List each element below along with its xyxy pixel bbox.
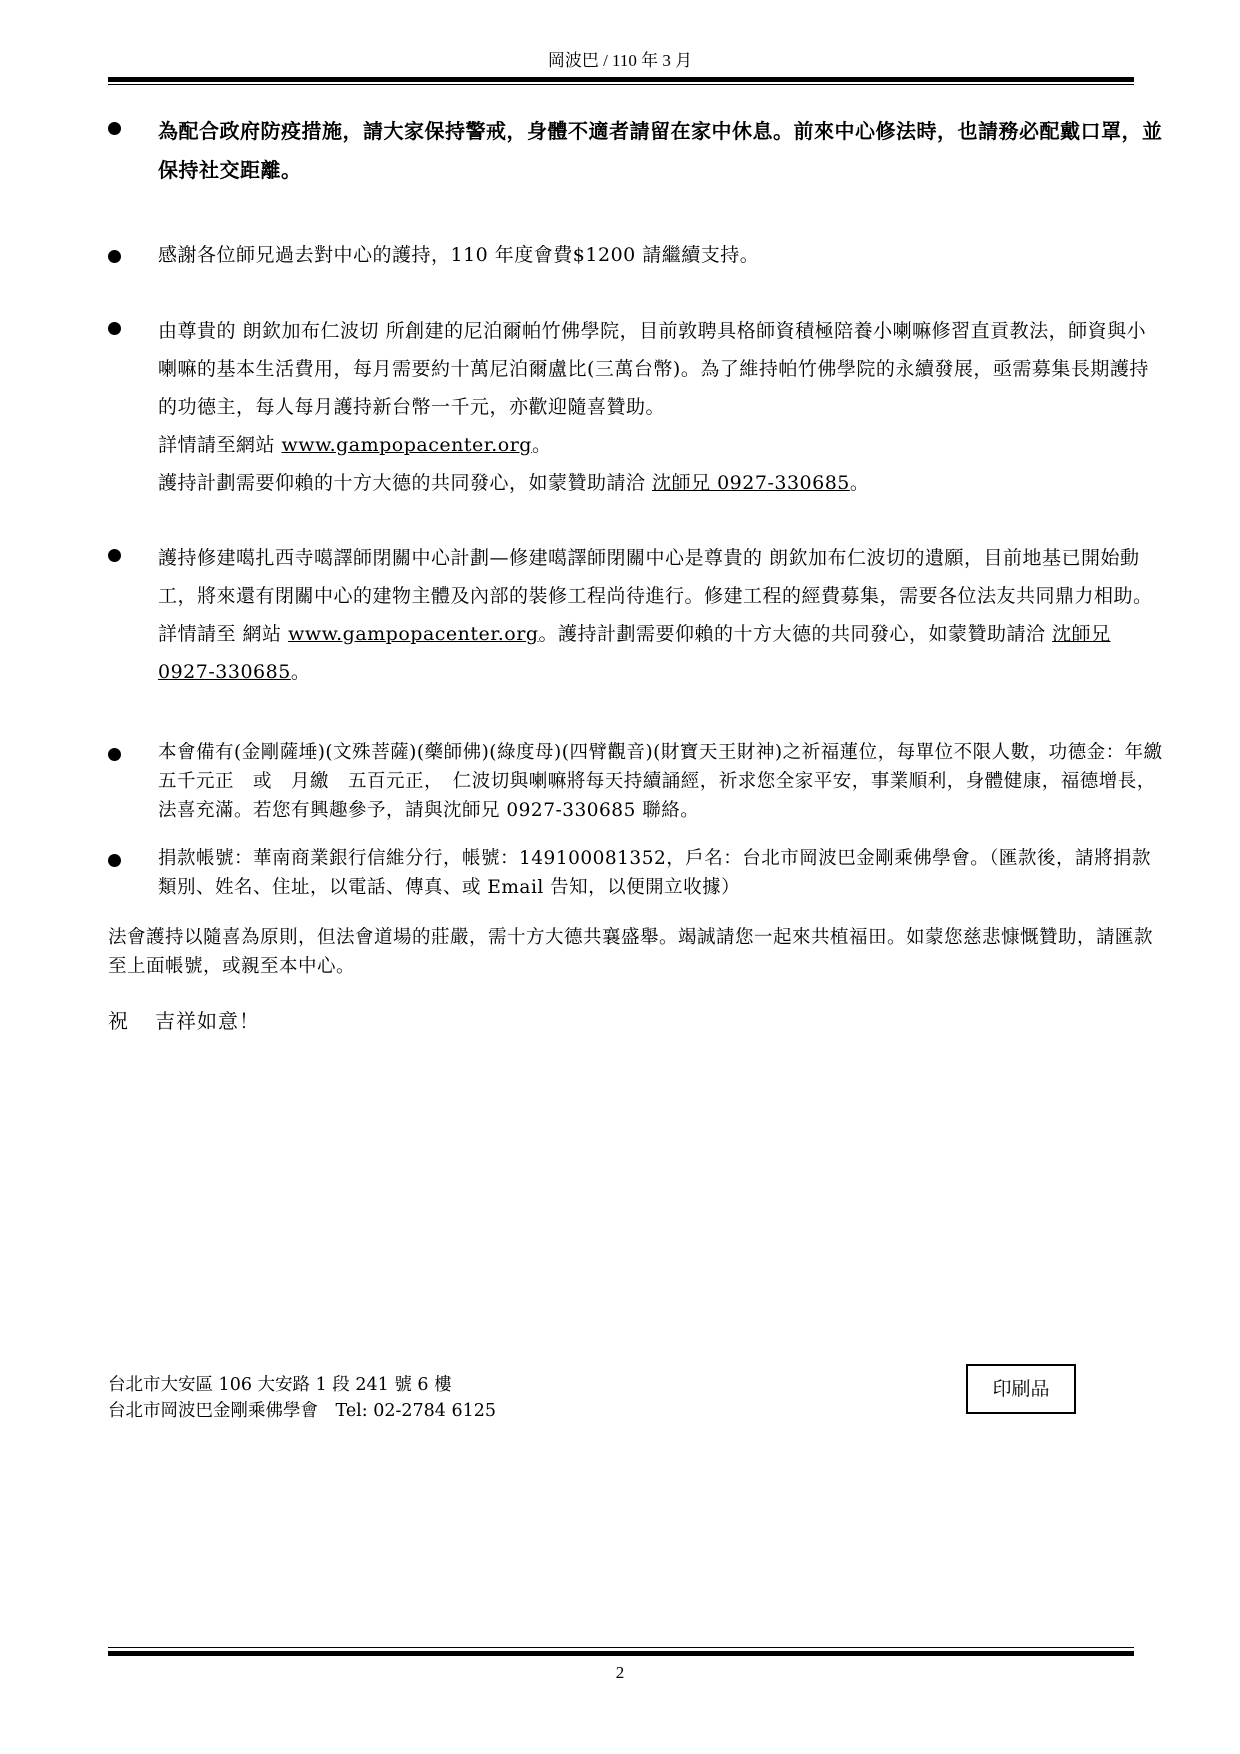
college-website-prefix: 詳情請至網站 bbox=[158, 434, 282, 456]
header-rule-thick bbox=[108, 77, 1134, 82]
retreat-website-link[interactable]: www.gampopacenter.org bbox=[288, 623, 539, 645]
header-rule-thin bbox=[108, 84, 1134, 85]
address-line-2: 台北市岡波巴金剛乘佛學會 Tel: 02-2784 6125 bbox=[108, 1401, 497, 1421]
donation-account-text: 捐款帳號：華南商業銀行信維分行，帳號：149100081352，戶名：台北市岡波巴金剛乘佛學會。（匯款後，請將捐款類別、姓名、住址，以電話、傳真、或 Email 告知，以便開立收據） bbox=[158, 848, 1151, 898]
blessing-text: 吉祥如意！ bbox=[155, 1009, 260, 1033]
bullet-dot-icon bbox=[108, 250, 121, 263]
bullet-dot-icon bbox=[108, 322, 121, 335]
college-contact-prefix: 護持計劃需要仰賴的十方大德的共同發心，如蒙贊助請洽 bbox=[158, 472, 653, 494]
college-text bbox=[158, 312, 1164, 502]
header-title: 岡波巴 / 110 年 3 月 bbox=[547, 51, 693, 70]
membership-text: 感謝各位師兄過去對中心的護持，110 年度會費$1200 請繼續支持。 bbox=[158, 244, 760, 266]
bullet-item-donation-account bbox=[108, 844, 1164, 902]
college-contact-suffix: 。 bbox=[849, 472, 870, 494]
retreat-description: 護持修建噶扎西寺噶譯師閉關中心計劃—修建噶譯師閉關中心是尊貴的 朗欽加布仁波切的遺願，目前地基已開始動工，將來還有閉關中心的建物主體及內部的裝修工程尚待進行。修建工程的經費募集，需要各位法友共同鼎力相助。詳情請至 網站 bbox=[158, 547, 1153, 645]
main-content bbox=[108, 112, 1182, 1035]
bullet-item-membership bbox=[108, 240, 1164, 270]
epidemic-notice-text: 為配合政府防疫措施，請大家保持警戒，身體不適者請留在家中休息。前來中心修法時，也請務必配戴口罩，並保持社交距離。 bbox=[158, 119, 1163, 182]
closing-paragraph: 法會護持以隨喜為原則，但法會道場的莊嚴，需十方大德共襄盛舉。竭誠請您一起來共植福田。如蒙您慈悲慷慨贊助，請匯款至上面帳號，或親至本中心。 bbox=[108, 927, 1154, 977]
bullet-item-lotus-seats bbox=[108, 738, 1182, 825]
college-website-suffix: 。 bbox=[531, 434, 552, 456]
college-contact: 沈師兄 0927-330685 bbox=[652, 472, 850, 494]
bullet-dot-icon bbox=[108, 748, 121, 761]
page-number: 2 bbox=[615, 1663, 625, 1682]
bullet-item-retreat-center bbox=[108, 539, 1164, 691]
college-website-link[interactable]: www.gampopacenter.org bbox=[281, 434, 532, 456]
retreat-text bbox=[158, 539, 1164, 691]
bullet-item-college bbox=[108, 312, 1164, 502]
footer-rule-thick bbox=[108, 1651, 1134, 1656]
college-description: 由尊貴的 朗欽加布仁波切 所創建的尼泊爾帕竹佛學院，目前敦聘具格師資積極陪養小喇嘛修習直貢教法，師資與小喇嘛的基本生活費用，每月需要約十萬尼泊爾盧比(三萬台幣)。為了維持帕竹佛學院的永續發展，亟需募集長期護持的功德主，每人每月護持新台幣一千元，亦歡迎隨喜贊助。 bbox=[158, 320, 1149, 418]
bullet-item-epidemic-notice bbox=[108, 112, 1164, 190]
retreat-contact: 沈師兄 0927-330685 bbox=[158, 623, 1111, 683]
bullet-dot-icon bbox=[108, 854, 121, 867]
address-line-1: 台北市大安區 106 大安路 1 段 241 號 6 樓 bbox=[108, 1375, 452, 1395]
lotus-seats-text: 本會備有(金剛薩埵)(文殊菩薩)(藥師佛)(綠度母)(四臂觀音)(財寶天王財神)之祈福蓮位，每單位不限人數，功德金：年繳 五千元正 或 月繳 五百元正， 仁波切與喇嘛將每天持續誦經，祈求您全家平安，事業順利，身體健康，福德增長，法喜充滿。若您有興趣參予，請與沈師兄 0927-330685 聯絡。 bbox=[158, 742, 1182, 821]
bullet-dot-icon bbox=[108, 549, 121, 562]
retreat-middle: 。護持計劃需要仰賴的十方大德的共同發心，如蒙贊助請洽 bbox=[538, 623, 1053, 645]
mailing-address bbox=[108, 1372, 496, 1424]
retreat-suffix: 。 bbox=[290, 661, 311, 683]
printed-matter-stamp: 印刷品 bbox=[966, 1364, 1076, 1414]
bullet-dot-icon bbox=[108, 122, 121, 135]
blessing-line bbox=[108, 1007, 1164, 1035]
footer-rule-thin bbox=[108, 1647, 1134, 1648]
blessing-zhu: 祝 bbox=[108, 1009, 129, 1033]
